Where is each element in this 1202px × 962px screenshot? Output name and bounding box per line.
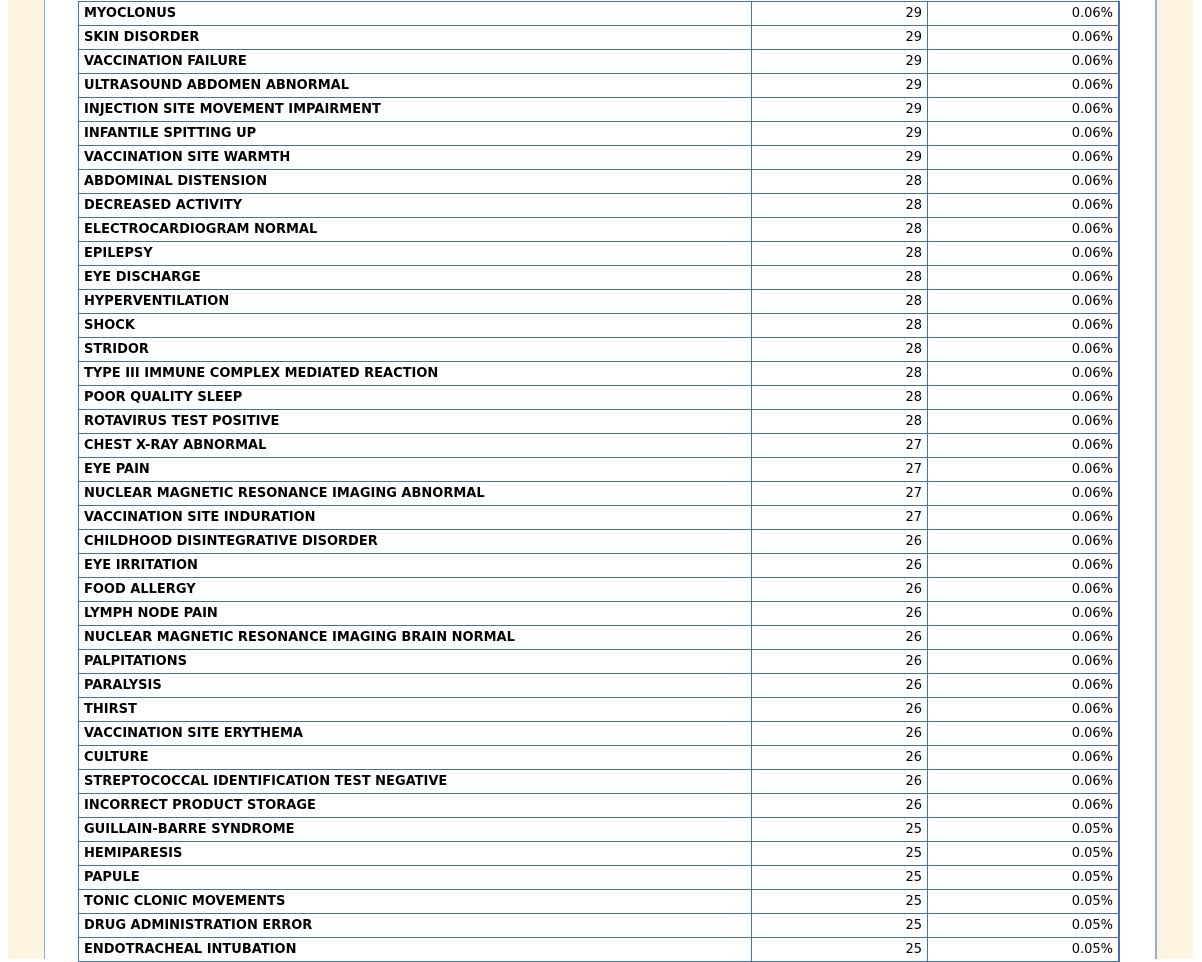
table-row xyxy=(79,746,1120,770)
table-row xyxy=(79,818,1120,842)
table-row xyxy=(79,434,1120,458)
event-term-cell: INJECTION SITE MOVEMENT IMPAIRMENT xyxy=(79,98,752,122)
event-count-cell: 25 xyxy=(752,938,928,962)
table-row xyxy=(79,410,1120,434)
event-percent-cell: 0.06% xyxy=(928,434,1120,458)
table-row xyxy=(79,698,1120,722)
event-count-cell: 29 xyxy=(752,146,928,170)
event-percent-cell: 0.06% xyxy=(928,386,1120,410)
event-term-cell: VACCINATION FAILURE xyxy=(79,50,752,74)
table-row xyxy=(79,914,1120,938)
table-row xyxy=(79,26,1120,50)
event-count-cell: 28 xyxy=(752,170,928,194)
table-row xyxy=(79,650,1120,674)
table-row xyxy=(79,674,1120,698)
table-row xyxy=(79,794,1120,818)
event-count-cell: 25 xyxy=(752,866,928,890)
event-term-cell: TONIC CLONIC MOVEMENTS xyxy=(79,890,752,914)
event-term-cell: CULTURE xyxy=(79,746,752,770)
event-count-cell: 26 xyxy=(752,674,928,698)
event-term-cell: INCORRECT PRODUCT STORAGE xyxy=(79,794,752,818)
event-count-cell: 29 xyxy=(752,122,928,146)
event-term-cell: ENDOTRACHEAL INTUBATION xyxy=(79,938,752,962)
event-count-cell: 28 xyxy=(752,194,928,218)
left-margin-background xyxy=(8,0,45,959)
event-term-cell: CHILDHOOD DISINTEGRATIVE DISORDER xyxy=(79,530,752,554)
event-percent-cell: 0.06% xyxy=(928,50,1120,74)
event-count-cell: 26 xyxy=(752,578,928,602)
event-count-cell: 28 xyxy=(752,338,928,362)
event-percent-cell: 0.06% xyxy=(928,578,1120,602)
event-count-cell: 26 xyxy=(752,770,928,794)
event-term-cell: ROTAVIRUS TEST POSITIVE xyxy=(79,410,752,434)
event-term-cell: VACCINATION SITE INDURATION xyxy=(79,506,752,530)
event-term-cell: FOOD ALLERGY xyxy=(79,578,752,602)
event-count-cell: 25 xyxy=(752,842,928,866)
event-term-cell: EYE PAIN xyxy=(79,458,752,482)
event-count-cell: 28 xyxy=(752,218,928,242)
table-row xyxy=(79,482,1120,506)
table-row xyxy=(79,146,1120,170)
event-count-cell: 25 xyxy=(752,818,928,842)
event-term-cell: NUCLEAR MAGNETIC RESONANCE IMAGING BRAIN NORMAL xyxy=(79,626,752,650)
table-row xyxy=(79,602,1120,626)
event-percent-cell: 0.06% xyxy=(928,530,1120,554)
event-count-cell: 28 xyxy=(752,362,928,386)
event-term-cell: SKIN DISORDER xyxy=(79,26,752,50)
event-percent-cell: 0.06% xyxy=(928,170,1120,194)
event-count-cell: 25 xyxy=(752,890,928,914)
event-count-cell: 26 xyxy=(752,530,928,554)
event-term-cell: ULTRASOUND ABDOMEN ABNORMAL xyxy=(79,74,752,98)
table-row xyxy=(79,170,1120,194)
table-row xyxy=(79,458,1120,482)
event-count-cell: 26 xyxy=(752,746,928,770)
table-row xyxy=(79,530,1120,554)
table-row xyxy=(79,722,1120,746)
table-row xyxy=(79,578,1120,602)
event-percent-cell: 0.06% xyxy=(928,2,1120,26)
table-row xyxy=(79,362,1120,386)
event-count-cell: 26 xyxy=(752,698,928,722)
table-row xyxy=(79,50,1120,74)
table-row xyxy=(79,218,1120,242)
event-term-cell: VACCINATION SITE ERYTHEMA xyxy=(79,722,752,746)
event-percent-cell: 0.06% xyxy=(928,218,1120,242)
event-count-cell: 27 xyxy=(752,434,928,458)
event-term-cell: NUCLEAR MAGNETIC RESONANCE IMAGING ABNORMAL xyxy=(79,482,752,506)
event-term-cell: GUILLAIN-BARRE SYNDROME xyxy=(79,818,752,842)
event-count-cell: 25 xyxy=(752,914,928,938)
event-count-cell: 29 xyxy=(752,50,928,74)
event-percent-cell: 0.06% xyxy=(928,122,1120,146)
event-percent-cell: 0.06% xyxy=(928,554,1120,578)
table-row xyxy=(79,554,1120,578)
table-row xyxy=(79,122,1120,146)
table-row xyxy=(79,770,1120,794)
event-percent-cell: 0.06% xyxy=(928,194,1120,218)
table-row xyxy=(79,266,1120,290)
event-count-cell: 29 xyxy=(752,26,928,50)
event-count-cell: 29 xyxy=(752,74,928,98)
event-term-cell: HEMIPARESIS xyxy=(79,842,752,866)
event-term-cell: PALPITATIONS xyxy=(79,650,752,674)
table-row xyxy=(79,242,1120,266)
event-term-cell: MYOCLONUS xyxy=(79,2,752,26)
event-percent-cell: 0.06% xyxy=(928,146,1120,170)
event-percent-cell: 0.06% xyxy=(928,770,1120,794)
event-term-cell: EPILEPSY xyxy=(79,242,752,266)
event-count-cell: 28 xyxy=(752,314,928,338)
event-percent-cell: 0.06% xyxy=(928,266,1120,290)
event-percent-cell: 0.06% xyxy=(928,242,1120,266)
event-count-cell: 27 xyxy=(752,506,928,530)
table-row xyxy=(79,626,1120,650)
event-count-cell: 26 xyxy=(752,722,928,746)
event-percent-cell: 0.06% xyxy=(928,794,1120,818)
event-percent-cell: 0.06% xyxy=(928,458,1120,482)
event-term-cell: DECREASED ACTIVITY xyxy=(79,194,752,218)
event-percent-cell: 0.06% xyxy=(928,26,1120,50)
event-percent-cell: 0.06% xyxy=(928,410,1120,434)
event-term-cell: ELECTROCARDIOGRAM NORMAL xyxy=(79,218,752,242)
event-count-cell: 26 xyxy=(752,554,928,578)
event-percent-cell: 0.06% xyxy=(928,338,1120,362)
event-term-cell: ABDOMINAL DISTENSION xyxy=(79,170,752,194)
event-count-cell: 28 xyxy=(752,290,928,314)
event-term-cell: STREPTOCOCCAL IDENTIFICATION TEST NEGATIVE xyxy=(79,770,752,794)
event-count-cell: 28 xyxy=(752,386,928,410)
event-count-cell: 26 xyxy=(752,650,928,674)
event-count-cell: 26 xyxy=(752,626,928,650)
event-count-cell: 26 xyxy=(752,794,928,818)
table-row xyxy=(79,506,1120,530)
event-count-cell: 28 xyxy=(752,410,928,434)
event-percent-cell: 0.06% xyxy=(928,722,1120,746)
event-term-cell: PARALYSIS xyxy=(79,674,752,698)
right-margin-background xyxy=(1156,0,1193,959)
table-row xyxy=(79,290,1120,314)
event-percent-cell: 0.06% xyxy=(928,362,1120,386)
event-term-cell: EYE IRRITATION xyxy=(79,554,752,578)
event-percent-cell: 0.06% xyxy=(928,98,1120,122)
event-term-cell: DRUG ADMINISTRATION ERROR xyxy=(79,914,752,938)
table-row xyxy=(79,98,1120,122)
event-term-cell: SHOCK xyxy=(79,314,752,338)
event-percent-cell: 0.05% xyxy=(928,866,1120,890)
event-percent-cell: 0.05% xyxy=(928,842,1120,866)
table-row xyxy=(79,194,1120,218)
event-term-cell: VACCINATION SITE WARMTH xyxy=(79,146,752,170)
event-percent-cell: 0.06% xyxy=(928,602,1120,626)
event-percent-cell: 0.06% xyxy=(928,746,1120,770)
table-row xyxy=(79,386,1120,410)
event-term-cell: EYE DISCHARGE xyxy=(79,266,752,290)
event-percent-cell: 0.06% xyxy=(928,674,1120,698)
table-row xyxy=(79,842,1120,866)
event-percent-cell: 0.06% xyxy=(928,290,1120,314)
event-count-cell: 27 xyxy=(752,458,928,482)
event-percent-cell: 0.06% xyxy=(928,698,1120,722)
event-percent-cell: 0.06% xyxy=(928,482,1120,506)
event-percent-cell: 0.06% xyxy=(928,626,1120,650)
table-row xyxy=(79,938,1120,962)
event-count-cell: 26 xyxy=(752,602,928,626)
event-count-cell: 29 xyxy=(752,98,928,122)
event-percent-cell: 0.06% xyxy=(928,650,1120,674)
event-percent-cell: 0.05% xyxy=(928,938,1120,962)
event-term-cell: POOR QUALITY SLEEP xyxy=(79,386,752,410)
event-count-cell: 27 xyxy=(752,482,928,506)
event-term-cell: HYPERVENTILATION xyxy=(79,290,752,314)
adverse-events-table xyxy=(78,1,1120,962)
event-term-cell: LYMPH NODE PAIN xyxy=(79,602,752,626)
adverse-events-table-body xyxy=(79,2,1120,962)
table-row xyxy=(79,2,1120,26)
event-percent-cell: 0.05% xyxy=(928,818,1120,842)
event-term-cell: CHEST X-RAY ABNORMAL xyxy=(79,434,752,458)
table-row xyxy=(79,74,1120,98)
event-percent-cell: 0.06% xyxy=(928,74,1120,98)
event-term-cell: THIRST xyxy=(79,698,752,722)
event-term-cell: PAPULE xyxy=(79,866,752,890)
event-percent-cell: 0.05% xyxy=(928,890,1120,914)
event-term-cell: STRIDOR xyxy=(79,338,752,362)
table-row xyxy=(79,890,1120,914)
table-row xyxy=(79,866,1120,890)
event-term-cell: TYPE III IMMUNE COMPLEX MEDIATED REACTION xyxy=(79,362,752,386)
event-count-cell: 28 xyxy=(752,242,928,266)
event-count-cell: 29 xyxy=(752,2,928,26)
event-count-cell: 28 xyxy=(752,266,928,290)
event-percent-cell: 0.06% xyxy=(928,314,1120,338)
table-row xyxy=(79,338,1120,362)
event-term-cell: INFANTILE SPITTING UP xyxy=(79,122,752,146)
event-percent-cell: 0.06% xyxy=(928,506,1120,530)
table-row xyxy=(79,314,1120,338)
event-percent-cell: 0.05% xyxy=(928,914,1120,938)
